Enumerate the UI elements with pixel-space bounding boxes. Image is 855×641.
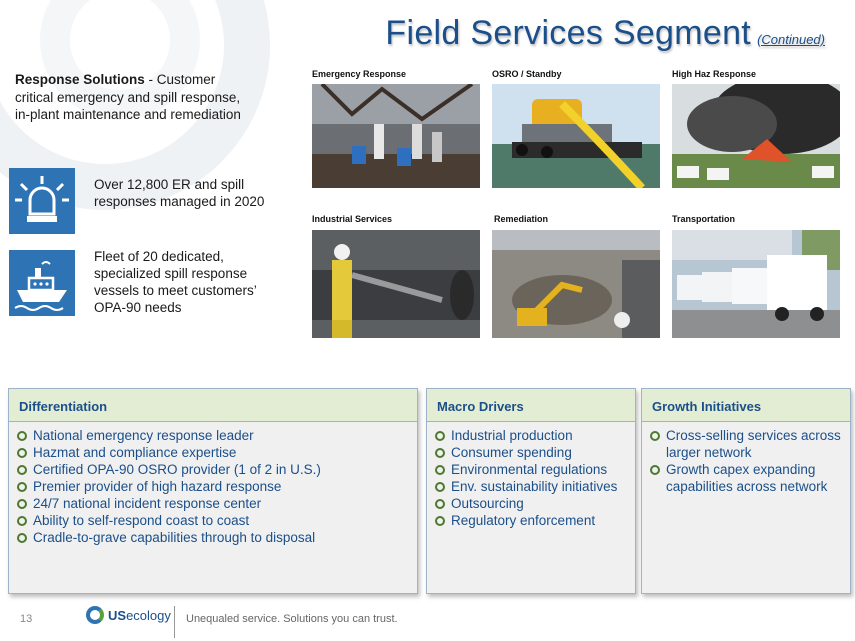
- footer-tagline: Unequaled service. Solutions you can trust.: [186, 613, 398, 625]
- photo-emergency-response: [312, 84, 480, 188]
- list-item: 24/7 national incident response center: [17, 495, 409, 512]
- differentiation-box: [8, 388, 418, 594]
- photo-label-emergency-response: Emergency Response: [312, 69, 407, 79]
- emergency-light-icon: [9, 168, 75, 234]
- list-item: Certified OPA-90 OSRO provider (1 of 2 in U.S.): [17, 461, 409, 478]
- growth-initiatives-title: Growth Initiatives: [642, 389, 850, 422]
- list-item: Outsourcing: [435, 495, 627, 512]
- macro-drivers-title: Macro Drivers: [427, 389, 635, 422]
- list-item: Ability to self-respond coast to coast: [17, 512, 409, 529]
- list-item: Cradle-to-grave capabilities through to disposal: [17, 529, 409, 546]
- list-item: Env. sustainability initiatives: [435, 478, 627, 495]
- growth-initiatives-box: [641, 388, 851, 594]
- photo-label-high-haz-response: High Haz Response: [672, 69, 757, 79]
- list-item: Regulatory enforcement: [435, 512, 627, 529]
- list-item: Industrial production: [435, 427, 627, 444]
- list-item: Growth capex expanding capabilities across network: [650, 461, 842, 495]
- slide-subtitle: (Continued): [757, 32, 825, 47]
- macro-drivers-list: [427, 422, 635, 529]
- logo-text: [108, 608, 171, 623]
- intro-paragraph: [15, 71, 255, 124]
- photo-label-industrial-services: Industrial Services: [312, 214, 393, 224]
- list-item: Cross-selling services across larger network: [650, 427, 842, 461]
- intro-text: - Customer critical emergency and spill response, in-plant maintenance and remediation: [15, 72, 241, 122]
- footer-divider: [174, 606, 175, 638]
- logo-ecology: ecology: [126, 607, 171, 623]
- photo-transportation: [672, 230, 840, 338]
- photo-osro-standby: [492, 84, 660, 188]
- photo-label-remediation: Remediation: [494, 214, 549, 224]
- list-item: National emergency response leader: [17, 427, 409, 444]
- list-item: Environmental regulations: [435, 461, 627, 478]
- us-ecology-logo: [86, 606, 171, 624]
- intro-lead: Response Solutions: [15, 72, 145, 87]
- growth-initiatives-list: [642, 422, 850, 495]
- list-item: Hazmat and compliance expertise: [17, 444, 409, 461]
- photo-high-haz-response: [672, 84, 840, 188]
- slide-title: [385, 14, 825, 53]
- logo-us: US: [108, 607, 127, 623]
- photo-label-osro-standby: OSRO / Standby: [492, 69, 562, 79]
- differentiation-title: Differentiation: [9, 389, 417, 422]
- slide-title-text: Field Services Segment: [385, 14, 752, 52]
- differentiation-list: [9, 422, 417, 546]
- macro-drivers-box: [426, 388, 636, 594]
- stat-fleet-text: Fleet of 20 dedicated, specialized spill response vessels to meet customers’ OPA-90 needs: [94, 249, 257, 315]
- photo-label-transportation: Transportation: [672, 214, 736, 224]
- photo-industrial-services: [312, 230, 480, 338]
- list-item: Premier provider of high hazard response: [17, 478, 409, 495]
- logo-mark-icon: [86, 606, 104, 624]
- ship-icon: [9, 250, 75, 316]
- stat-responses-text: Over 12,800 ER and spill responses managed in 2020: [94, 177, 265, 209]
- photo-remediation: [492, 230, 660, 338]
- list-item: Consumer spending: [435, 444, 627, 461]
- page-number: 13: [20, 613, 33, 625]
